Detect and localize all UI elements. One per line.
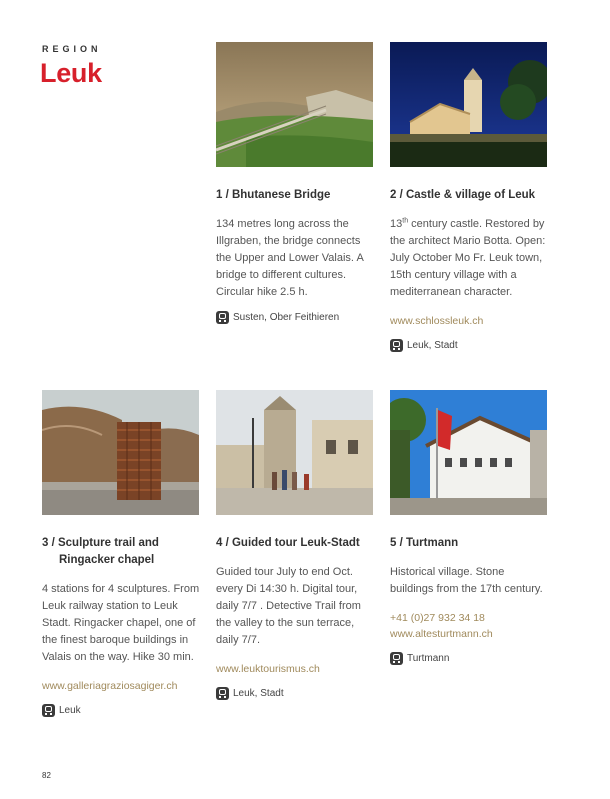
card-location: [42, 704, 202, 717]
location-text: Leuk: [59, 705, 81, 716]
bus-stop-icon: [42, 704, 55, 717]
page-number: 82: [42, 771, 51, 780]
page-title: Leuk: [40, 58, 102, 88]
card-description: 4 stations for 4 sculptures. From Leuk railway station to Leuk Stadt. Ringacker chapel, one of the finest baroque buildings in Valais on the way. Hike 30 min.: [42, 583, 200, 663]
card-sculpture-trail: [42, 390, 202, 717]
castle-leuk-photo: [390, 42, 547, 167]
card-description: Historical village. Stone buildings from the 17th century.: [390, 566, 543, 595]
region-label: REGION: [42, 44, 102, 54]
card-title: 1 / Bhutanese Bridge: [216, 189, 331, 201]
bus-stop-icon: [390, 339, 403, 352]
card-location: [216, 311, 376, 324]
website-link[interactable]: www.galleriagraziosagiger.ch: [42, 680, 178, 692]
card-title: 3 / Sculpture trail and Ringacker chapel: [42, 537, 159, 566]
card-description: Guided tour July to end Oct. every Di 14:30 h. Digital tour, daily 7/7 . Detective Trail from the valley to the sun terrace, daily 7/7.: [216, 566, 361, 646]
card-title: 5 / Turtmann: [390, 537, 459, 549]
card-title: 2 / Castle & village of Leuk: [390, 189, 536, 201]
phone-number[interactable]: +41 (0)27 932 34 18: [390, 612, 485, 624]
card-bhutanese-bridge: [216, 42, 376, 324]
card-turtmann: [390, 390, 550, 665]
bus-stop-icon: [216, 687, 229, 700]
guided-tour-photo: [216, 390, 373, 515]
card-description: 134 metres long across the Illgraben, the bridge connects the Upper and Lower Valais. A bridge to different cultures. Circular hike 2.5 h.: [216, 218, 364, 298]
sculpture-trail-photo: [42, 390, 199, 515]
bhutanese-bridge-photo: [216, 42, 373, 167]
website-link[interactable]: www.leuktourismus.ch: [216, 663, 320, 675]
location-text: Susten, Ober Feithieren: [233, 312, 340, 323]
website-link[interactable]: www.altesturtmann.ch: [390, 628, 493, 640]
location-text: Leuk, Stadt: [407, 340, 458, 351]
card-title: 4 / Guided tour Leuk-Stadt: [216, 537, 360, 549]
bus-stop-icon: [216, 311, 229, 324]
location-text: Turtmann: [407, 653, 450, 664]
card-location: [390, 339, 550, 352]
turtmann-photo: [390, 390, 547, 515]
card-location: [390, 652, 550, 665]
card-castle-leuk: [390, 42, 550, 352]
location-text: Leuk, Stadt: [233, 688, 284, 699]
website-link[interactable]: www.schlossleuk.ch: [390, 315, 484, 327]
bus-stop-icon: [390, 652, 403, 665]
card-guided-tour: [216, 390, 376, 700]
card-location: [216, 687, 376, 700]
card-description: 13th century castle. Restored by the architect Mario Botta. Open: July October Mo Fr. Leuk town, 15th century village with a mediterranean character.: [390, 217, 546, 298]
